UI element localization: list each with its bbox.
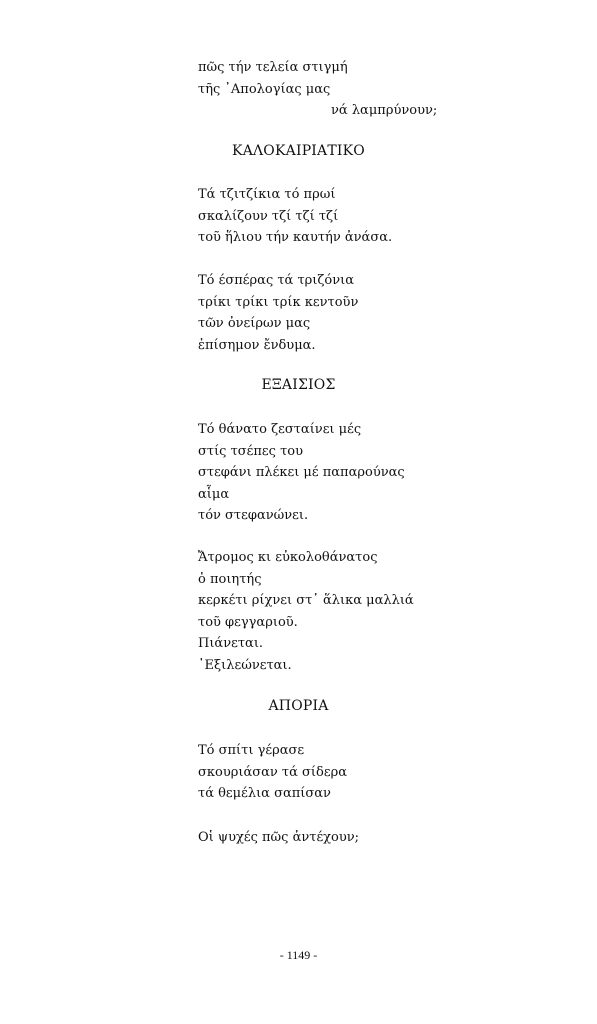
poem-line: Τά τζιτζίκια τό πρωί — [198, 187, 336, 202]
poem-line: τόν στεφανώνει. — [198, 508, 309, 523]
poem-stanza — [198, 184, 392, 249]
poem-line: κερκέτι ρίχνει στ᾿ ἅλικα μαλλιά — [198, 593, 414, 608]
poem-line: Τό έσπέρας τά τριζόνια — [198, 273, 355, 288]
poem-title: ΑΠΟΡΙΑ — [268, 698, 329, 714]
poem-line: στίς τσέπες του — [198, 443, 303, 459]
poem-line: αἷμα — [198, 486, 230, 502]
page-number: - 1149 - — [279, 948, 318, 962]
poem-line: τοῦ ἥλιου τήν καυτήν ἀνάσα. — [198, 230, 393, 245]
poem-line: Τό σπίτι γέρασε — [198, 743, 305, 758]
poem-line: νά λαμπρύνουν; — [331, 103, 438, 118]
poem-line: σκαλίζουν τζί τζί τζί — [198, 208, 339, 224]
poem-stanza — [198, 270, 358, 356]
poem-line: στεφάνι πλέκει μέ παπαρούνας — [198, 465, 405, 480]
poem-title: ΕΞΑΙΣΙΟΣ — [261, 377, 336, 393]
poem-line: πῶς τήν τελεία στιγμή — [198, 60, 348, 75]
poem-line: τρίκι τρίκι τρίκ κεντοῦν — [198, 294, 359, 310]
poem-line: ᾿Εξιλεώνεται. — [198, 657, 292, 673]
poem-stanza — [198, 740, 347, 805]
poem-line: σκουριάσαν τά σίδερα — [198, 764, 347, 780]
poem-line: τῶν ὀνείρων μας — [198, 316, 311, 331]
poem-stanza — [198, 419, 405, 527]
poem-line: τά θεμέλια σαπίσαν — [198, 786, 331, 801]
poem-stanza — [198, 827, 359, 849]
poem-title: ΚΑΛΟΚΑΙΡΙΑΤΙΚΟ — [232, 143, 365, 159]
poem-line: Οἱ ψυχές πῶς ἀντέχουν; — [198, 830, 360, 845]
poem-stanza — [198, 547, 414, 676]
poem-line: Πιάνεται. — [198, 636, 264, 651]
poem-line: τῆς ᾿Απολογίας μας — [198, 81, 331, 97]
poem-line: ὁ ποιητής — [198, 571, 262, 587]
poem-line: Τό θάνατο ζεσταίνει μές — [198, 422, 362, 437]
poem-line: τοῦ φεγγαριοῦ. — [198, 614, 298, 630]
poem-fragment — [198, 57, 437, 122]
poem-line: ἐπίσημον ἔνδυμα. — [198, 337, 316, 353]
poem-line: Ἄτρομος κι εὐκολοθάνατος — [198, 550, 378, 565]
